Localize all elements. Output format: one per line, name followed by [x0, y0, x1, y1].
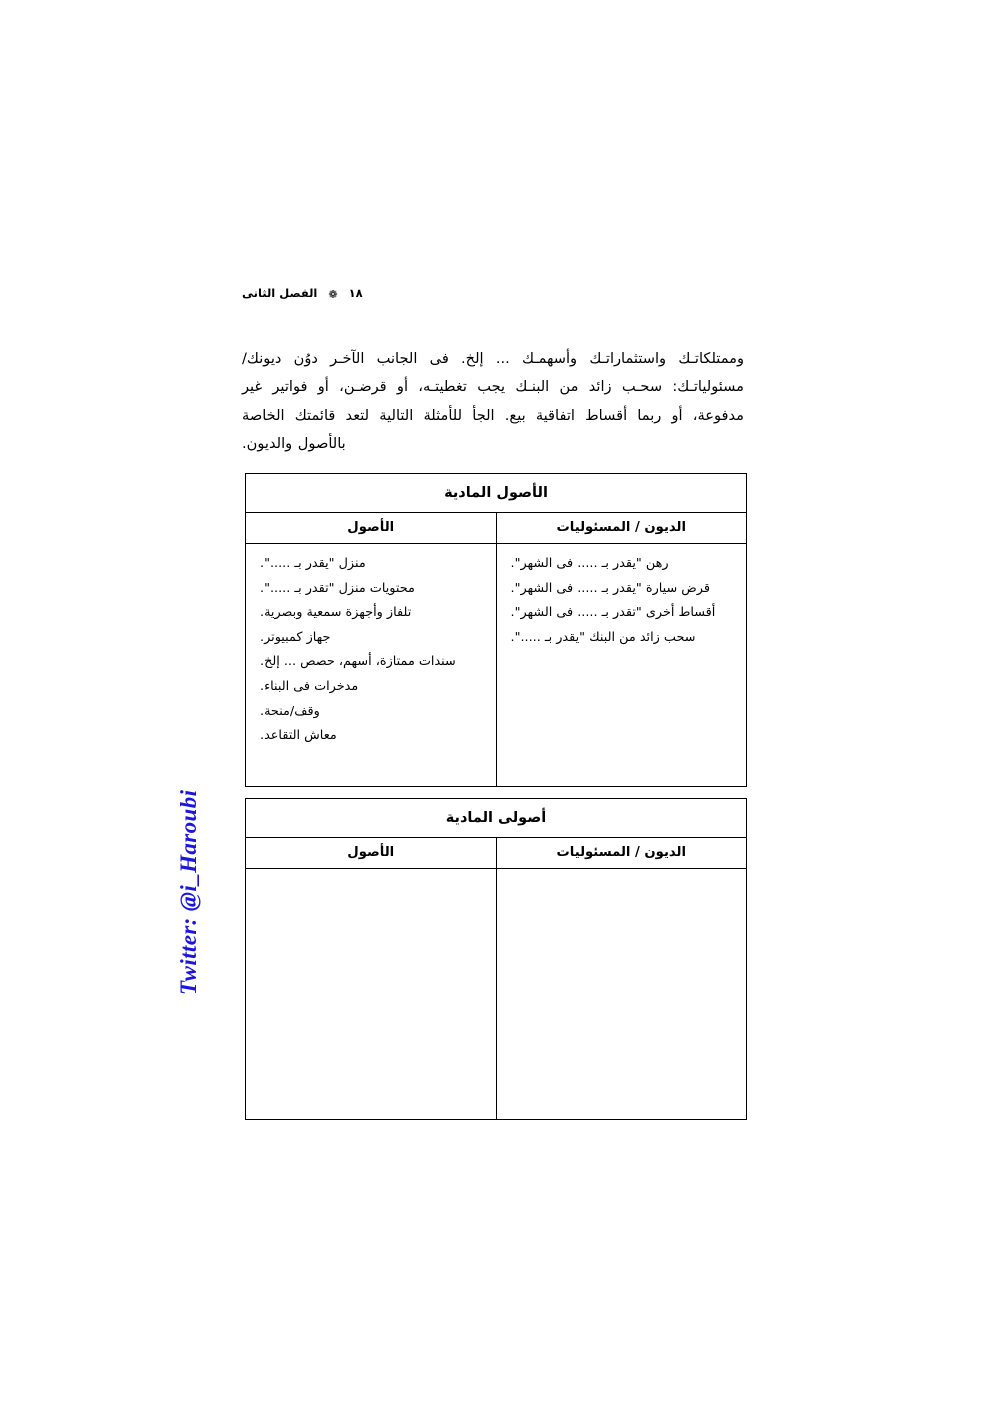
- list-item: وقف/منحة.: [260, 703, 320, 719]
- list-item: سحب زائد من البنك "يقدر بـ .....".: [510, 629, 696, 645]
- assets-list: [260, 552, 482, 749]
- page-number: ١٨: [348, 286, 363, 300]
- list-item: جهاز كمبيوتر.: [260, 629, 331, 645]
- column-header-liabilities: الديون / المسئوليات: [496, 838, 747, 869]
- table-material-assets-example: [245, 473, 747, 787]
- column-header-assets: الأصول: [246, 513, 497, 544]
- liabilities-list: [511, 552, 733, 650]
- list-item: محتويات منزل "تقدر بـ .....".: [260, 580, 415, 596]
- column-header-liabilities: الديون / المسئوليات: [496, 513, 747, 544]
- list-item: قرض سيارة "يقدر بـ ..... فى الشهر".: [510, 580, 710, 596]
- list-item: رهن "يقدر بـ ..... فى الشهر".: [510, 556, 669, 571]
- table-title-row: [246, 474, 747, 513]
- ornament-icon: ❁: [328, 288, 338, 301]
- table-header-row: [246, 513, 747, 544]
- assets-cell: [246, 544, 497, 787]
- table-header-row: [246, 838, 747, 869]
- table-body-row: [246, 544, 747, 787]
- table-body-row: [246, 869, 747, 1120]
- list-item: منزل "يقدر بـ .....".: [260, 556, 366, 571]
- list-item: مدخرات فى البناء.: [260, 678, 359, 694]
- liabilities-cell: [496, 544, 747, 787]
- watermark-twitter-handle: Twitter: @i_Haroubi: [176, 789, 201, 995]
- column-header-assets: الأصول: [246, 838, 497, 869]
- table-title: الأصول المادية: [246, 474, 747, 513]
- table-my-material-assets-worksheet: [245, 798, 747, 1120]
- body-paragraph: وممتلكاتـك واستثماراتـك وأسهمـك ... إلخ. فى الجانب الآخـر دوُن ديونك/ مسئولياتـك: سحـب زائد من البنـك يجب تغطيتـه، أو قرضـن، أو فواتير غير مدفوعة، أو ربما أقساط اتفاقية بيع. الجأ للأمثلة التالية لتعد قائمتك الخاصة بالأصول والديون.: [242, 349, 744, 453]
- running-head: [242, 286, 750, 300]
- table-title-row: [246, 799, 747, 838]
- list-item: سندات ممتازة، أسهم، حصص ... إلخ.: [260, 654, 456, 670]
- assets-fill-in-area[interactable]: [246, 869, 497, 1120]
- running-head-inner: [242, 286, 363, 300]
- chapter-label: الفصل الثانى: [242, 286, 318, 300]
- table-title: أصولى المادية: [246, 799, 747, 838]
- liabilities-fill-in-area[interactable]: [496, 869, 747, 1120]
- list-item: أقساط أخرى "تقدر بـ ..... فى الشهر".: [510, 605, 716, 621]
- list-item: تلفاز وأجهزة سمعية وبصرية.: [260, 605, 412, 621]
- list-item: معاش التقاعد.: [260, 728, 337, 744]
